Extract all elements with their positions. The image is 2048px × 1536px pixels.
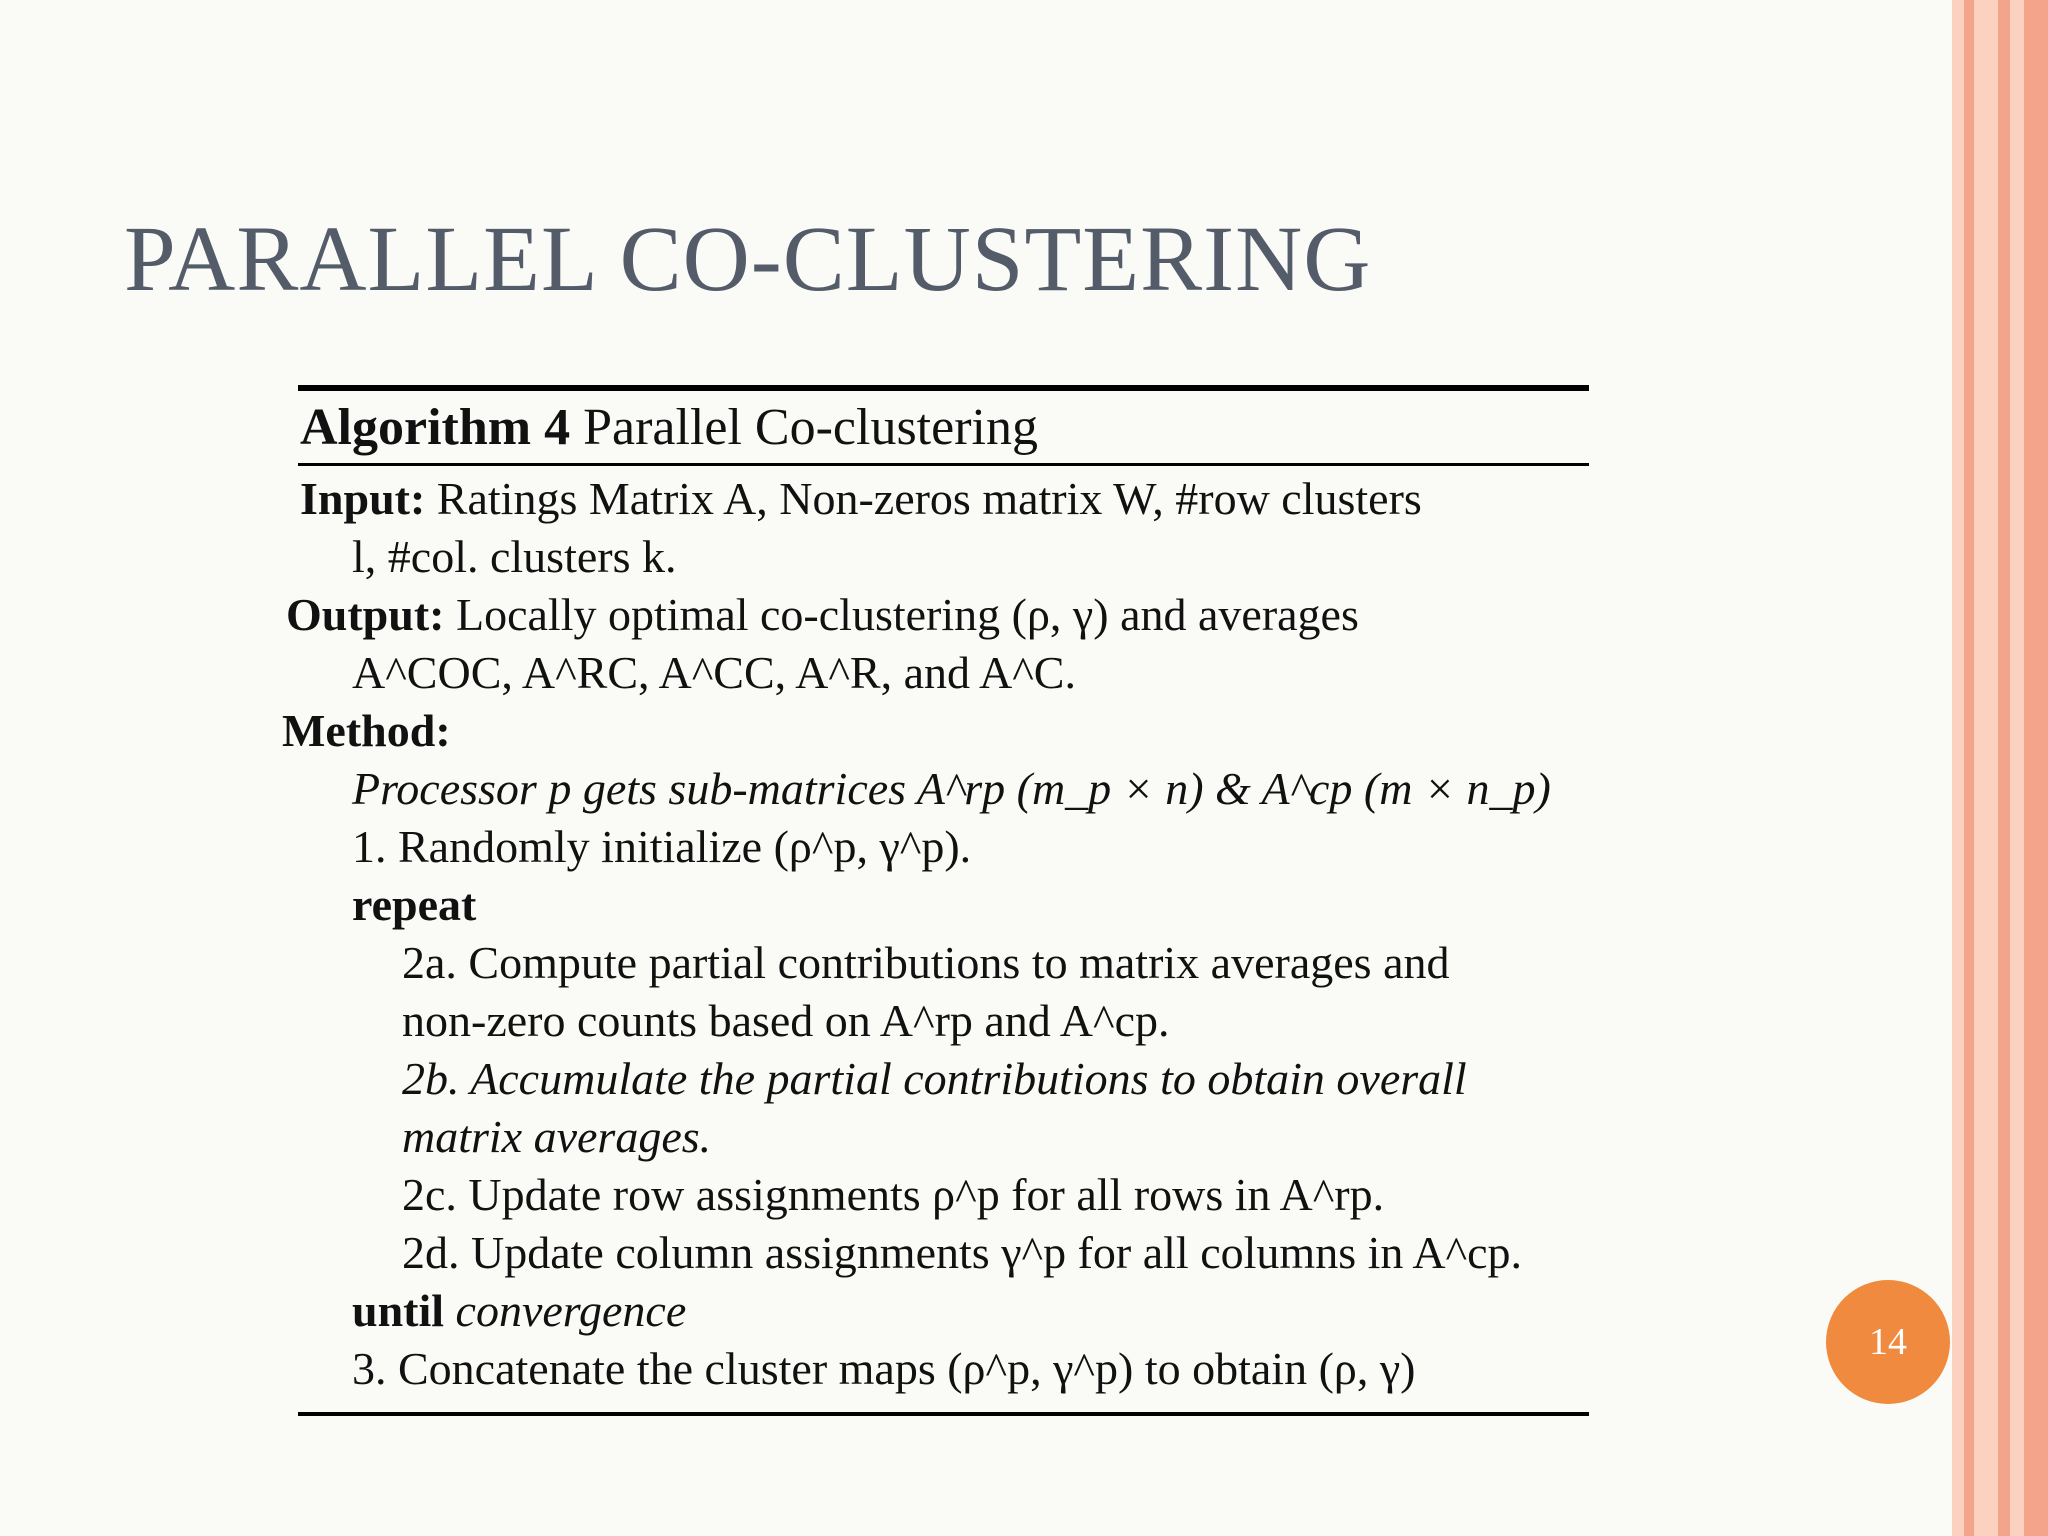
algorithm-box — [282, 385, 1589, 1416]
algorithm-header — [298, 391, 1589, 463]
output-text-2: A^COC, A^RC, A^CC, A^R, and A^C. — [352, 647, 1076, 698]
output-line-1 — [284, 586, 1589, 644]
step-2d: 2d. Update column assignments γ^p for all columns in A^cp. — [402, 1227, 1523, 1278]
algorithm-body — [282, 466, 1589, 1398]
algorithm-label: Algorithm 4 — [300, 399, 571, 456]
slide-title: PARALLEL CO-CLUSTERING — [124, 208, 1372, 311]
step-2c: 2c. Update row assignments ρ^p for all rows in A^rp. — [402, 1169, 1385, 1220]
output-text-1: Locally optimal co-clustering (ρ, γ) and averages — [455, 589, 1359, 640]
step-2a-line-2: non-zero counts based on A^rp and A^cp. — [402, 995, 1170, 1046]
border-stripe-light — [1974, 0, 1998, 1536]
step-2b-line-1: 2b. Accumulate the partial contributions to obtain overall — [402, 1053, 1467, 1104]
step-2b-line-2: matrix averages. — [402, 1111, 712, 1162]
output-label: Output: — [286, 589, 445, 640]
input-text-1: Ratings Matrix A, Non-zeros matrix W, #row clusters — [436, 473, 1422, 524]
input-label: Input: — [300, 473, 426, 524]
border-stripe-light — [1952, 0, 1964, 1536]
method-label: Method: — [282, 705, 451, 756]
step-3: 3. Concatenate the cluster maps (ρ^p, γ^p) to obtain (ρ, γ) — [352, 1343, 1416, 1394]
border-stripe — [1964, 0, 1974, 1536]
processor-line: Processor p gets sub-matrices A^rp (m_p × n) & A^cp (m × n_p) — [352, 763, 1551, 814]
page-number-badge: 14 — [1826, 1280, 1950, 1404]
until-condition: convergence — [455, 1285, 687, 1336]
border-stripe-light — [2010, 0, 2024, 1536]
until-label: until — [352, 1285, 445, 1336]
repeat-label: repeat — [352, 879, 477, 930]
input-line-1 — [298, 470, 1589, 528]
border-stripe — [1998, 0, 2010, 1536]
step-1: 1. Randomly initialize (ρ^p, γ^p). — [352, 821, 972, 872]
algorithm-name: Parallel Co-clustering — [583, 399, 1038, 456]
input-text-2: l, #col. clusters k. — [352, 531, 677, 582]
step-2a-line-1: 2a. Compute partial contributions to matrix averages and — [402, 937, 1450, 988]
bottom-rule — [298, 1412, 1589, 1416]
border-stripe — [2024, 0, 2048, 1536]
until-line — [298, 1282, 1589, 1340]
